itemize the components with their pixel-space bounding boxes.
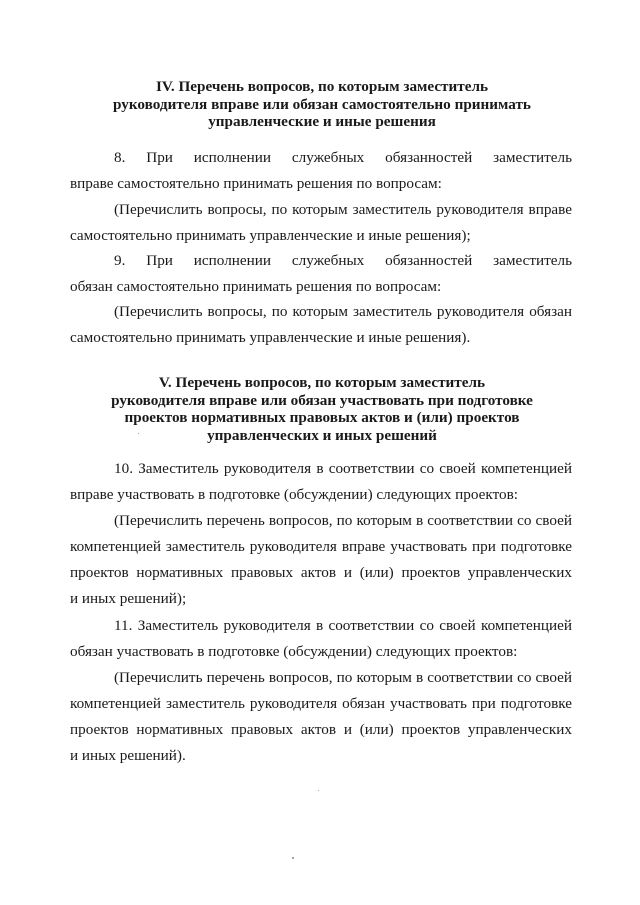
paragraph-11-note [70,665,572,769]
scan-speck [138,433,139,434]
paragraph-line: (Перечислить перечень вопросов, по которым в соответствии со своей [114,512,572,529]
paragraph-line: (Перечислить вопросы, по которым заместитель руководителя обязан [114,303,572,320]
paragraph-line: вправе участвовать в подготовке (обсуждении) следующих проектов: [70,486,518,503]
heading-line: управленческих и иных решений [207,426,437,444]
paragraph-line: самостоятельно принимать управленческие и иные решения). [70,329,471,346]
heading-line: проектов нормативных правовых актов и (или) проектов [124,409,520,426]
paragraph-line: (Перечислить перечень вопросов, по которым в соответствии со своей [114,669,572,686]
paragraph-8-note [70,197,572,249]
paragraph-line: обязан участвовать в подготовке (обсуждении) следующих проектов: [70,643,518,660]
section-5-heading [70,374,574,444]
paragraph-line: проектов нормативных правовых актов и (или) проектов управленческих [70,564,572,581]
heading-line: управленческие и иные решения [208,113,436,130]
paragraph-line: (Перечислить вопросы, по которым заместитель руководителя вправе [114,201,572,218]
paragraph-line: 8. При исполнении служебных обязанностей заместитель [114,149,572,166]
paragraph-9-note [70,299,572,351]
heading-line: руководителя вправе или обязан участвовать при подготовке [111,391,533,409]
heading-line: IV. Перечень вопросов, по которым заместитель [155,78,489,95]
scan-speck [292,857,294,859]
paragraph-line: и иных решений); [70,590,187,607]
paragraph-line: обязан самостоятельно принимать решения по вопросам: [70,278,442,295]
paragraph-line: самостоятельно принимать управленческие и иные решения); [70,227,471,244]
paragraph-line: и иных решений). [70,747,186,764]
paragraph-line: 9. При исполнении служебных обязанностей заместитель [114,252,572,269]
scan-speck [318,790,319,791]
paragraph-line: проектов нормативных правовых актов и (или) проектов управленческих [70,721,572,738]
paragraph-line: вправе самостоятельно принимать решения по вопросам: [70,175,442,192]
paragraph-line: компетенцией заместитель руководителя обязан участвовать при подготовке [70,695,572,712]
paragraph-11 [70,613,572,665]
heading-line: руководителя вправе или обязан самостоятельно принимать [113,95,531,113]
paragraph-8 [70,145,572,197]
paragraph-9 [70,248,572,300]
paragraph-line: 11. Заместитель руководителя в соответствии со своей компетенцией [114,617,572,634]
paragraph-10-note [70,508,572,612]
paragraph-line: 10. Заместитель руководителя в соответствии со своей компетенцией [114,460,572,477]
section-4-heading [70,78,574,131]
paragraph-line: компетенцией заместитель руководителя вправе участвовать при подготовке [70,538,572,555]
paragraph-10 [70,456,572,508]
heading-line: V. Перечень вопросов, по которым заместитель [158,374,486,391]
